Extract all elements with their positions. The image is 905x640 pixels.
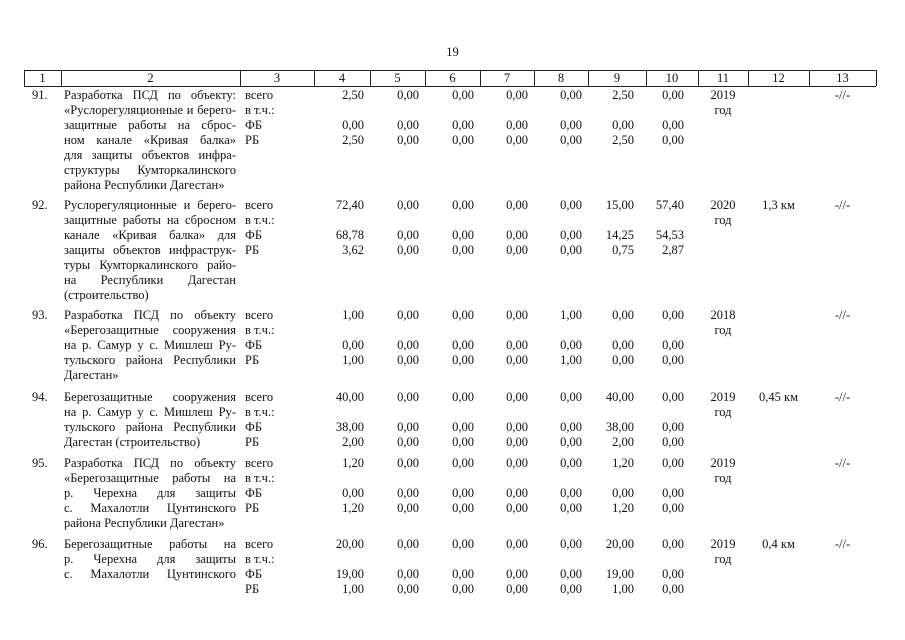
amount-cell: 0,00 [662, 133, 684, 147]
amount-cell: 0,00 [452, 420, 474, 434]
amount-cell: 0,00 [452, 228, 474, 242]
amount-cell: 0,00 [612, 486, 634, 500]
amount-cell: 0,00 [560, 435, 582, 449]
amount-cell: 0,00 [560, 88, 582, 102]
note-mark: -//- [834, 198, 851, 212]
amount-cell: 0,00 [506, 456, 528, 470]
row-number: 94. [32, 390, 48, 404]
amount-cell: 3,62 [342, 243, 364, 257]
implementation-year: 2019 [710, 537, 736, 551]
description-line: на р. Самур у с. Мишлеш Ру- [64, 338, 236, 352]
amount-cell: 20,00 [335, 537, 364, 551]
amount-cell: 0,00 [506, 228, 528, 242]
amount-cell: 0,00 [560, 567, 582, 581]
amount-cell: 0,00 [612, 308, 634, 322]
amount-cell: 0,00 [506, 118, 528, 132]
amount-cell: 0,00 [506, 133, 528, 147]
description-line: р. Черехна для защиты [64, 552, 236, 566]
object-description [64, 88, 236, 193]
amount-cell: 38,00 [335, 420, 364, 434]
funding-type: в т.ч.: [245, 471, 275, 485]
header-cell-10: 10 [665, 71, 679, 85]
header-cell-11: 11 [716, 71, 730, 85]
amount-cell: 0,00 [560, 198, 582, 212]
amount-cell: 0,00 [662, 456, 684, 470]
description-line: структуры Кумторкалинского [64, 163, 236, 177]
funding-type: РБ [245, 243, 260, 257]
amount-cell: 15,00 [605, 198, 634, 212]
amount-cell: 0,00 [662, 353, 684, 367]
amount-cell: 0,00 [662, 390, 684, 404]
funding-type: РБ [245, 133, 260, 147]
description-line: Руслорегуляционные и берего- [64, 198, 236, 212]
amount-cell: 0,00 [452, 486, 474, 500]
amount-cell: 0,00 [506, 567, 528, 581]
note-mark: -//- [834, 537, 851, 551]
object-description [64, 390, 236, 450]
object-description [64, 198, 236, 303]
funding-type: РБ [245, 582, 260, 596]
amount-cell: 19,00 [335, 567, 364, 581]
note-mark: -//- [834, 88, 851, 102]
description-line: р. Черехна для защиты [64, 486, 236, 500]
row-number: 96. [32, 537, 48, 551]
description-line: Дагестан» [64, 368, 119, 382]
amount-cell: 0,00 [612, 118, 634, 132]
description-line: туры Кумторкалинского райо- [64, 258, 236, 272]
amount-cell: 0,00 [397, 88, 419, 102]
funding-type: ФБ [245, 567, 263, 581]
amount-cell: 0,00 [662, 338, 684, 352]
amount-cell: 0,00 [506, 420, 528, 434]
capacity-length: 0,45 км [759, 390, 798, 404]
header-cell-7: 7 [503, 71, 511, 85]
description-line: защитные работы на сброс- [64, 118, 236, 132]
implementation-year: год [714, 552, 732, 566]
amount-cell: 1,00 [612, 582, 634, 596]
funding-type: всего [245, 537, 274, 551]
funding-type: ФБ [245, 118, 263, 132]
amount-cell: 0,00 [612, 338, 634, 352]
amount-cell: 1,00 [342, 582, 364, 596]
note-mark: -//- [834, 456, 851, 470]
amount-cell: 14,25 [605, 228, 634, 242]
amount-cell: 0,00 [397, 390, 419, 404]
amount-cell: 72,40 [335, 198, 364, 212]
amount-cell: 0,00 [452, 435, 474, 449]
amount-cell: 0,00 [342, 118, 364, 132]
funding-type: ФБ [245, 228, 263, 242]
amount-cell: 0,00 [560, 390, 582, 404]
header-cell-1: 1 [39, 71, 46, 85]
amount-cell: 1,20 [342, 501, 364, 515]
amount-cell: 0,00 [560, 420, 582, 434]
amount-cell: 2,50 [612, 133, 634, 147]
amount-cell: 0,00 [560, 501, 582, 515]
description-line: района Республики Дагестан» [64, 516, 225, 530]
description-line: «Берегозащитные сооружения [64, 323, 236, 337]
description-line: канале «Кривая балка» для [64, 228, 236, 242]
header-cell-4: 4 [338, 71, 346, 85]
amount-cell: 0,75 [612, 243, 634, 257]
amount-cell: 0,00 [506, 353, 528, 367]
amount-cell: 0,00 [397, 338, 419, 352]
amount-cell: 0,00 [560, 338, 582, 352]
amount-cell: 40,00 [605, 390, 634, 404]
funding-type: в т.ч.: [245, 323, 275, 337]
amount-cell: 0,00 [397, 486, 419, 500]
amount-cell: 0,00 [506, 582, 528, 596]
funding-type: в т.ч.: [245, 552, 275, 566]
amount-cell: 0,00 [662, 308, 684, 322]
description-line: с. Махалотли Цунтинского [64, 501, 236, 515]
row-number: 91. [32, 88, 48, 102]
amount-cell: 0,00 [452, 308, 474, 322]
description-line: Разработка ПСД по объекту: [64, 88, 236, 102]
amount-cell: 0,00 [662, 537, 684, 551]
description-line: на р. Самур у с. Мишлеш Ру- [64, 405, 236, 419]
amount-cell: 0,00 [506, 338, 528, 352]
amount-cell: 0,00 [397, 567, 419, 581]
amount-cell: 0,00 [452, 243, 474, 257]
amount-cell: 20,00 [605, 537, 634, 551]
description-line: с. Махалотли Цунтинского [64, 567, 236, 581]
funding-type: всего [245, 88, 274, 102]
amount-cell: 0,00 [506, 243, 528, 257]
amount-cell: 0,00 [397, 435, 419, 449]
description-line: тульского района Республики [64, 420, 236, 434]
amount-cell: 0,00 [397, 353, 419, 367]
amount-cell: 0,00 [452, 338, 474, 352]
amount-cell: 2,87 [662, 243, 684, 257]
header-bottom-border [24, 86, 876, 87]
amount-cell: 0,00 [452, 501, 474, 515]
amount-cell: 0,00 [452, 88, 474, 102]
amount-cell: 2,00 [342, 435, 364, 449]
funding-type: РБ [245, 501, 260, 515]
amount-cell: 2,00 [612, 435, 634, 449]
funding-type: РБ [245, 353, 260, 367]
funding-type: РБ [245, 435, 260, 449]
description-line: Берегозащитные работы на [64, 537, 236, 551]
object-description [64, 456, 236, 531]
description-line: «Руслорегуляционные и берего- [64, 103, 236, 117]
amount-cell: 0,00 [397, 118, 419, 132]
implementation-year: год [714, 405, 732, 419]
amount-cell: 1,00 [560, 308, 582, 322]
amount-cell: 38,00 [605, 420, 634, 434]
amount-cell: 0,00 [506, 308, 528, 322]
implementation-year: 2019 [710, 456, 736, 470]
funding-type: всего [245, 390, 274, 404]
row-number: 93. [32, 308, 48, 322]
funding-type: в т.ч.: [245, 405, 275, 419]
header-cell-12: 12 [772, 71, 785, 85]
capacity-length: 0,4 км [762, 537, 795, 551]
amount-cell: 0,00 [560, 537, 582, 551]
amount-cell: 0,00 [662, 501, 684, 515]
header-cell-5: 5 [394, 71, 401, 85]
funding-type: в т.ч.: [245, 103, 275, 117]
description-line: защитные работы на сбросном [64, 213, 236, 227]
amount-cell: 0,00 [452, 537, 474, 551]
amount-cell: 1,20 [612, 501, 634, 515]
amount-cell: 0,00 [506, 537, 528, 551]
amount-cell: 68,78 [335, 228, 364, 242]
amount-cell: 0,00 [397, 133, 419, 147]
note-mark: -//- [834, 308, 851, 322]
amount-cell: 0,00 [662, 486, 684, 500]
amount-cell: 0,00 [560, 118, 582, 132]
amount-cell: 1,00 [342, 353, 364, 367]
amount-cell: 0,00 [452, 582, 474, 596]
funding-type: всего [245, 456, 274, 470]
header-cell-8: 8 [557, 71, 565, 85]
implementation-year: 2018 [710, 308, 736, 322]
implementation-year: год [714, 323, 732, 337]
amount-cell: 2,50 [342, 133, 364, 147]
amount-cell: 0,00 [452, 133, 474, 147]
amount-cell: 57,40 [655, 198, 684, 212]
header-cell-9: 9 [613, 71, 621, 85]
amount-cell: 0,00 [397, 501, 419, 515]
amount-cell: 0,00 [662, 567, 684, 581]
description-line: на Республики Дагестан [64, 273, 236, 287]
amount-cell: 0,00 [662, 582, 684, 596]
amount-cell: 0,00 [506, 390, 528, 404]
amount-cell: 2,50 [612, 88, 634, 102]
amount-cell: 0,00 [662, 88, 684, 102]
amount-cell: 0,00 [342, 338, 364, 352]
amount-cell: 2,50 [342, 88, 364, 102]
amount-cell: 0,00 [560, 582, 582, 596]
funding-type: ФБ [245, 486, 263, 500]
header-cell-2: 2 [147, 71, 154, 85]
amount-cell: 0,00 [452, 198, 474, 212]
amount-cell: 0,00 [662, 118, 684, 132]
amount-cell: 0,00 [342, 486, 364, 500]
description-line: Берегозащитные сооружения [64, 390, 236, 404]
amount-cell: 1,00 [560, 353, 582, 367]
amount-cell: 0,00 [452, 456, 474, 470]
implementation-year: год [714, 103, 732, 117]
page-number: 19 [446, 45, 459, 59]
funding-type: ФБ [245, 338, 263, 352]
funding-type: всего [245, 308, 274, 322]
amount-cell: 0,00 [452, 118, 474, 132]
description-line: (строительство) [64, 288, 149, 302]
amount-cell: 40,00 [335, 390, 364, 404]
row-number: 95. [32, 456, 48, 470]
amount-cell: 1,20 [612, 456, 634, 470]
amount-cell: 1,00 [342, 308, 364, 322]
header-column-divider [876, 70, 877, 86]
amount-cell: 0,00 [506, 501, 528, 515]
description-line: Дагестан (строительство) [64, 435, 201, 449]
capacity-length: 1,3 км [762, 198, 795, 212]
amount-cell: 0,00 [452, 567, 474, 581]
amount-cell: 0,00 [397, 308, 419, 322]
amount-cell: 54,53 [655, 228, 684, 242]
row-number: 92. [32, 198, 48, 212]
amount-cell: 0,00 [560, 243, 582, 257]
description-line: района Республики Дагестан» [64, 178, 225, 192]
description-line: защиты объектов инфраструк- [64, 243, 236, 257]
description-line: тульского района Республики [64, 353, 236, 367]
description-line: Разработка ПСД по объекту [64, 456, 236, 470]
amount-cell: 0,00 [560, 486, 582, 500]
note-mark: -//- [834, 390, 851, 404]
funding-type: всего [245, 198, 274, 212]
amount-cell: 0,00 [506, 198, 528, 212]
amount-cell: 0,00 [506, 486, 528, 500]
amount-cell: 0,00 [397, 243, 419, 257]
header-cell-13: 13 [836, 71, 849, 85]
description-line: ном канале «Кривая балка» [64, 133, 236, 147]
description-line: «Берегозащитные работы на [64, 471, 236, 485]
amount-cell: 0,00 [397, 582, 419, 596]
implementation-year: 2020 [710, 198, 736, 212]
header-cell-6: 6 [449, 71, 456, 85]
funding-type: в т.ч.: [245, 213, 275, 227]
amount-cell: 0,00 [560, 456, 582, 470]
amount-cell: 0,00 [506, 88, 528, 102]
amount-cell: 1,20 [342, 456, 364, 470]
implementation-year: 2019 [710, 390, 736, 404]
amount-cell: 0,00 [662, 435, 684, 449]
implementation-year: 2019 [710, 88, 736, 102]
implementation-year: год [714, 471, 732, 485]
amount-cell: 0,00 [560, 133, 582, 147]
object-description [64, 537, 236, 582]
amount-cell: 0,00 [560, 228, 582, 242]
amount-cell: 0,00 [612, 353, 634, 367]
amount-cell: 0,00 [397, 228, 419, 242]
amount-cell: 0,00 [662, 420, 684, 434]
amount-cell: 0,00 [397, 198, 419, 212]
object-description [64, 308, 236, 383]
amount-cell: 19,00 [605, 567, 634, 581]
amount-cell: 0,00 [452, 353, 474, 367]
implementation-year: год [714, 213, 732, 227]
amount-cell: 0,00 [397, 537, 419, 551]
funding-type: ФБ [245, 420, 263, 434]
header-cell-3: 3 [273, 71, 281, 85]
amount-cell: 0,00 [452, 390, 474, 404]
description-line: для защиты объектов инфра- [64, 148, 236, 162]
amount-cell: 0,00 [397, 420, 419, 434]
amount-cell: 0,00 [397, 456, 419, 470]
description-line: Разработка ПСД по объекту [64, 308, 236, 322]
amount-cell: 0,00 [506, 435, 528, 449]
